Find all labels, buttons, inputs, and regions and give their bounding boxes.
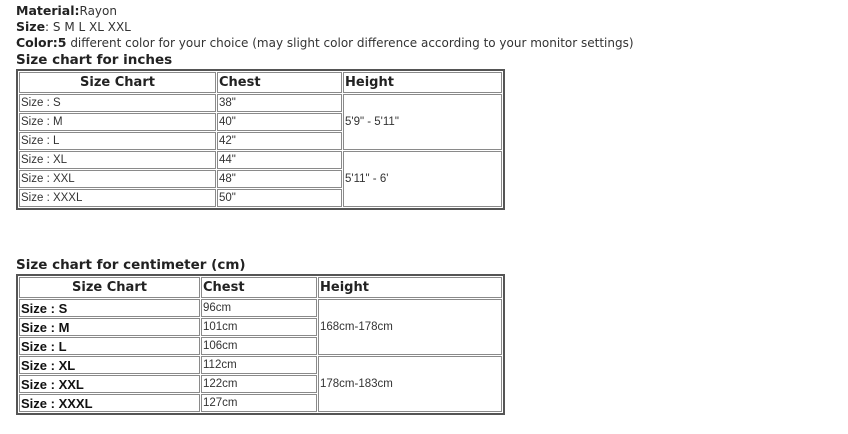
cm-heading: Size chart for centimeter (cm) xyxy=(16,257,246,273)
chest-cell: 101cm xyxy=(201,318,317,336)
chest-cell: 96cm xyxy=(201,299,317,317)
material-label: Material: xyxy=(16,3,80,18)
header-height: Height xyxy=(318,277,502,298)
header-chest: Chest xyxy=(201,277,317,298)
chest-cell: 127cm xyxy=(201,394,317,412)
size-cell: Size : XXL xyxy=(19,375,200,393)
chest-cell: 44" xyxy=(217,151,342,169)
chest-cell: 48" xyxy=(217,170,342,188)
size-cell: Size : XL xyxy=(19,356,200,374)
size-cell: Size : L xyxy=(19,337,200,355)
chest-cell: 106cm xyxy=(201,337,317,355)
header-chest: Chest xyxy=(217,72,342,93)
chest-cell: 122cm xyxy=(201,375,317,393)
size-cell: Size : L xyxy=(19,132,216,150)
header-height: Height xyxy=(343,72,502,93)
size-cell: Size : XXL xyxy=(19,170,216,188)
table-row xyxy=(19,299,502,317)
header-size-chart: Size Chart xyxy=(19,72,216,93)
chest-cell: 38" xyxy=(217,94,342,112)
height-cell: 5'11" - 6' xyxy=(343,151,502,207)
inches-size-table xyxy=(16,69,505,210)
color-value: different color for your choice (may slight color difference according to your monitor settings) xyxy=(66,36,634,50)
color-line xyxy=(16,35,634,51)
table-row xyxy=(19,356,502,374)
chest-cell: 112cm xyxy=(201,356,317,374)
cm-size-table xyxy=(16,274,505,415)
size-cell: Size : M xyxy=(19,113,216,131)
material-value: Rayon xyxy=(79,4,117,18)
table-row xyxy=(19,151,502,169)
size-cell: Size : XL xyxy=(19,151,216,169)
chest-cell: 42" xyxy=(217,132,342,150)
size-cell: Size : S xyxy=(19,299,200,317)
height-cell: 178cm-183cm xyxy=(318,356,502,412)
size-label: Size xyxy=(16,19,46,34)
size-line xyxy=(16,19,131,35)
header-size-chart: Size Chart xyxy=(19,277,200,298)
material-line xyxy=(16,3,117,19)
size-cell: Size : XXXL xyxy=(19,394,200,412)
chest-cell: 40" xyxy=(217,113,342,131)
size-cell: Size : S xyxy=(19,94,216,112)
height-cell: 5'9" - 5'11" xyxy=(343,94,502,150)
table-header-row xyxy=(19,72,502,93)
table-row xyxy=(19,94,502,112)
color-label: Color:5 xyxy=(16,35,67,50)
table-header-row xyxy=(19,277,502,298)
size-value: : S M L XL XXL xyxy=(45,20,131,34)
chest-cell: 50" xyxy=(217,189,342,207)
inches-heading: Size chart for inches xyxy=(16,52,173,68)
size-cell: Size : XXXL xyxy=(19,189,216,207)
size-cell: Size : M xyxy=(19,318,200,336)
height-cell: 168cm-178cm xyxy=(318,299,502,355)
